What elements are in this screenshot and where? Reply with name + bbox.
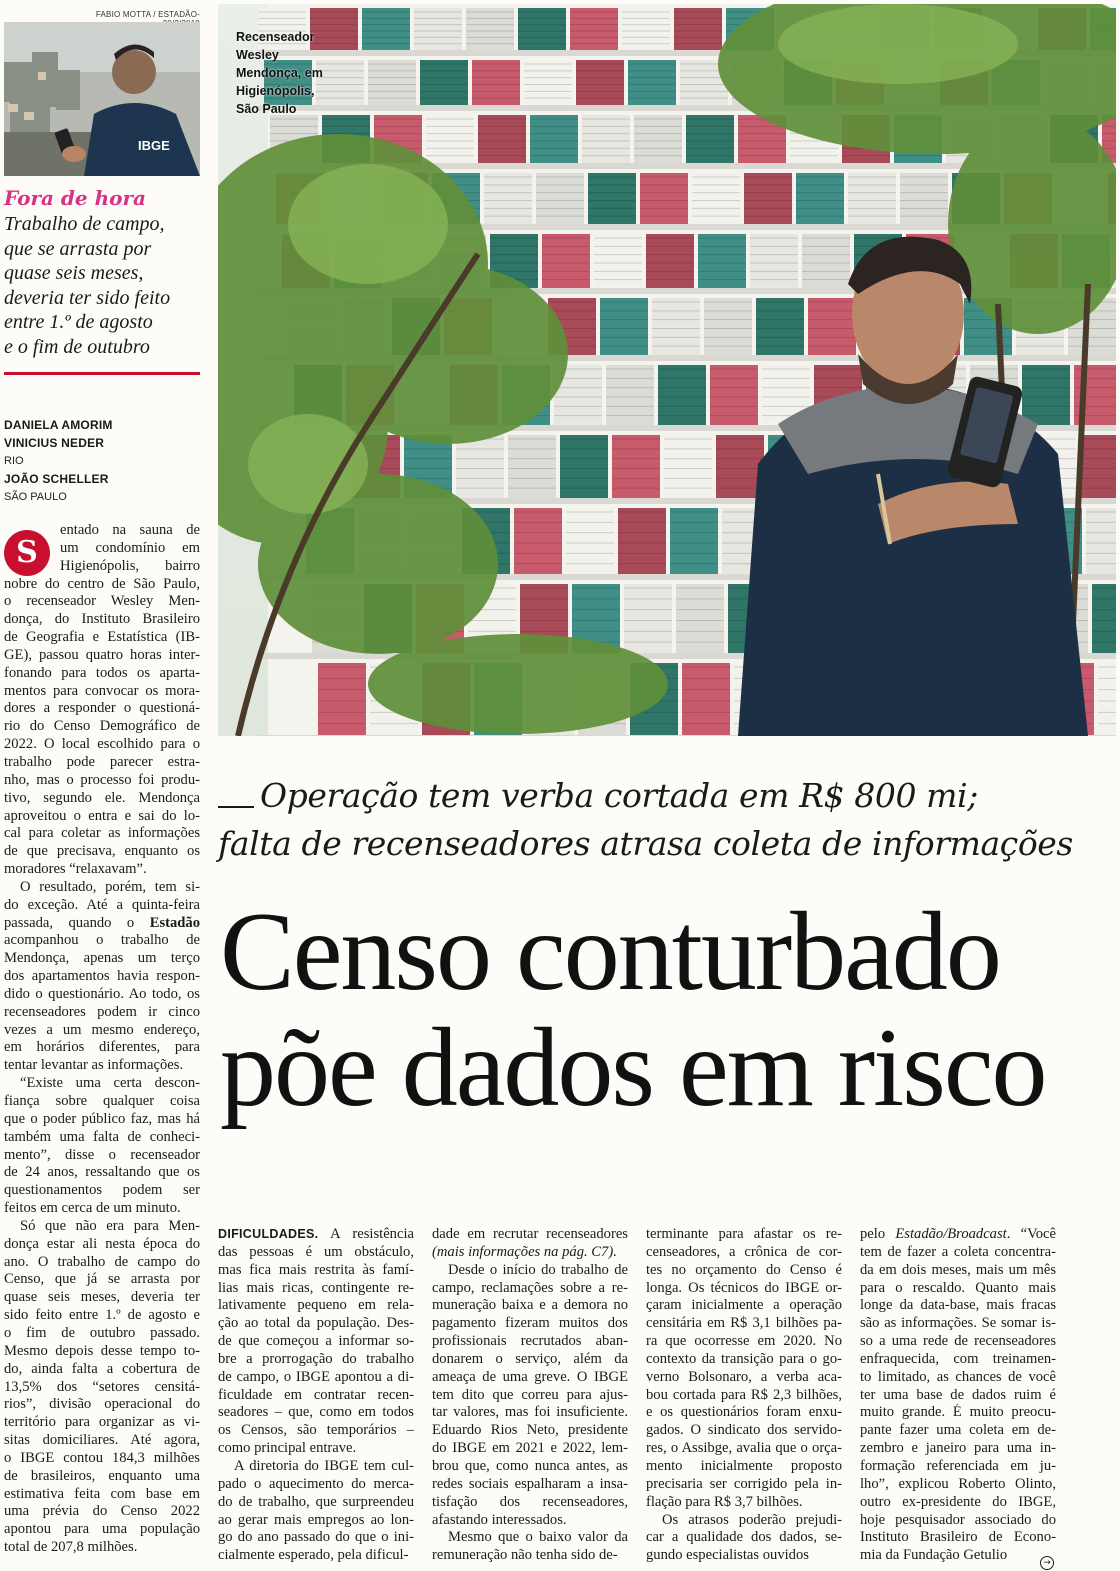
deck-line-1 (218, 772, 1116, 820)
body-line: também uma falta de conheci- (4, 1128, 200, 1145)
headline-line: põe dados em risco (220, 1006, 1046, 1130)
body-line: tentar levantar as informações. (4, 1057, 184, 1074)
body-line: moradores “relaxavam”. (4, 861, 147, 878)
body-line: ção ao total da população. Des- (218, 1315, 414, 1332)
thumb-photo-credit: FABIO MOTTA / ESTADÃO- (95, 10, 200, 19)
body-line: 13,5% dos “setores censitá- (4, 1378, 200, 1395)
sidebar-line: que se arrasta por (4, 237, 152, 260)
body-line: mento inicialmente proposto (646, 1457, 842, 1474)
headline-line: Censo conturbado (220, 890, 1000, 1014)
body-line: sido feito entre 1.º de agosto e (4, 1307, 200, 1324)
body-line: longe da data-base, mais fracas (860, 1297, 1056, 1314)
body-line: de campo, o IBGE apontou a di- (218, 1368, 414, 1385)
body-line: passada, quando o Estadão (4, 914, 200, 931)
body-line: mentos para convocar os mora- (4, 682, 200, 699)
body-line: GE), passou quatro horas inter- (4, 646, 200, 663)
body-line: Censo, que já se arrasta por (4, 1271, 200, 1288)
body-line: A diretoria do IBGE tem cul- (234, 1457, 414, 1474)
body-line: tes no orçamento do Censo é (646, 1261, 842, 1278)
sidebar-line: e o fim de outubro (4, 335, 150, 358)
caption-line: Wesley (236, 48, 279, 62)
body-line: cialmente esperado, pela dificul- (218, 1547, 409, 1564)
body-line: das pessoas é um obstáculo, (218, 1243, 414, 1260)
body-line: remuneração não tenha sido de- (432, 1547, 618, 1564)
byline-location: SÃO PAULO (4, 491, 67, 503)
body-line: dores a responder o questioná- (4, 700, 200, 717)
body-line: mas fica mais restrita às famí- (218, 1261, 414, 1278)
body-line: (mais informações na pág. C7). (432, 1243, 617, 1260)
body-line: vezes a um mesmo endereço, (4, 1021, 200, 1038)
body-line: os Censos, são temporários – (218, 1422, 414, 1439)
body-line: ameaça de uma greve. O IBGE (432, 1368, 628, 1385)
body-line: aproveitou o entra e sai do lo- (4, 807, 200, 824)
body-line: brou que, como nunca antes, as (432, 1457, 628, 1474)
sidebar-line: quase seis meses, (4, 262, 144, 284)
caption-line: Higienópolis, (236, 84, 315, 98)
body-line: ficuldade em contratar recen- (218, 1386, 414, 1403)
body-line: ter uma base de dados ruim é (860, 1386, 1056, 1403)
body-line: longa. Os técnicos do IBGE or- (646, 1279, 842, 1296)
body-line: flação para R$ 3,7 bilhões. (646, 1493, 803, 1510)
deck-line-text: Operação tem verba cortada em R$ 800 mi; (260, 776, 978, 815)
body-line: recenseadores podem ir cinco (4, 1003, 200, 1020)
body-line: em horários diferentes, para (4, 1039, 200, 1056)
body-line: de que precisava, enquanto os (4, 843, 200, 860)
body-line: muneração baixa e a demora no (432, 1297, 628, 1314)
sidebar-divider (4, 372, 200, 375)
byline-author: DANIELA AMORIM (4, 418, 113, 432)
body-line: redes sociais espalharam a insa- (432, 1475, 628, 1492)
publication-name: Estadão/Broadcast (895, 1226, 1007, 1242)
body-line: um condomínio em (60, 539, 200, 556)
body-line: de Geografia e Estatística (IB- (4, 629, 200, 646)
body-line: donça, do Instituto Brasileiro (4, 611, 200, 628)
body-line: nho, mas o processo foi produ- (4, 771, 200, 788)
body-line: lias mais ricas, contingente re- (218, 1279, 414, 1296)
body-line: Higienópolis, bairro (60, 557, 200, 574)
body-line: gados. O sindicato dos servido- (646, 1422, 842, 1439)
body-line: tivo, segundo ele. Mendonça (4, 789, 200, 806)
body-line: de que começou a informar so- (218, 1333, 414, 1350)
section-kicker: DIFICULDADES. (218, 1227, 319, 1241)
body-line (218, 1226, 414, 1244)
body-line: pado o aquecimento do merca- (218, 1475, 414, 1492)
body-line: “Existe uma certa descon- (20, 1075, 200, 1092)
body-line: do, ainda falta a cobertura de (4, 1360, 200, 1377)
body-line: que o poder público faz, mas há (4, 1110, 200, 1127)
body-column-left (4, 522, 200, 1557)
sidebar-line: Trabalho de campo, (4, 213, 165, 235)
body-line: bre a prorrogação do trabalho (218, 1350, 414, 1367)
body-column-3 (646, 1226, 842, 1565)
body-line: lho”, explicou Roberto Olinto, (860, 1475, 1056, 1492)
body-line: do exceção. Até a quinta-feira (4, 896, 200, 913)
body-line: o recenseador Wesley Men- (4, 593, 200, 610)
continue-arrow-icon: → (1040, 1556, 1054, 1570)
body-line: terminante para afastar os re- (646, 1226, 842, 1242)
body-line: são as informações. Se somar is- (860, 1315, 1056, 1332)
deck-line-2: falta de recenseadores atrasa coleta de informações (218, 824, 1073, 863)
body-line: o fim de outubro passado. (4, 1324, 200, 1341)
body-column-4 (860, 1226, 1056, 1571)
body-line: apontou para uma população (4, 1521, 200, 1538)
caption-line: São Paulo (236, 102, 297, 116)
sidebar-title: Fora de hora (4, 186, 146, 210)
body-line: ao gerar mais empregos ao lon- (218, 1511, 414, 1528)
body-line: contexto da transição para o go- (646, 1350, 842, 1367)
body-line: 2022. O local escolhido para o (4, 736, 200, 753)
body-line: enfraquecida, com treinamen- (860, 1350, 1056, 1367)
byline-author: JOÃO SCHELLER (4, 472, 109, 486)
bylines (4, 416, 204, 506)
body-line: campo, reclamações sobre a re- (432, 1279, 628, 1296)
body-line: Eduardo Rios Neto, presidente (432, 1422, 628, 1439)
body-line: verno Bolsonaro, a verba aca- (646, 1368, 842, 1385)
deck-rule (218, 806, 254, 808)
body-line: tar valores, mas foi insuficiente. (432, 1404, 628, 1421)
body-line: Mesmo que o baixo valor da (448, 1529, 628, 1546)
photo-caption (236, 28, 366, 118)
body-line: rio do Censo Demográfico de (4, 718, 200, 735)
body-line: fonando para todos os aparta- (4, 664, 200, 681)
body-line: fiança sobre qualquer coisa (4, 1093, 200, 1109)
body-line: hoje pesquisador associado do (860, 1511, 1056, 1528)
body-line: total de 207,8 milhões. (4, 1539, 138, 1556)
byline-author: VINICIUS NEDER (4, 436, 105, 450)
body-line: questionamentos podem ser (4, 1182, 200, 1199)
body-line: lativamente pequeno em rela- (218, 1297, 414, 1314)
body-line: trabalho pode parecer estra- (4, 753, 200, 770)
body-line: Desde o início do trabalho de (448, 1261, 628, 1278)
body-line: zembro e janeiro para uma in- (860, 1440, 1056, 1457)
body-line: ra que ocorresse em 2020. No (646, 1333, 842, 1350)
body-line: outro ex-presidente do IBGE, (860, 1493, 1056, 1510)
body-line: acompanhou o trabalho de (4, 932, 200, 949)
body-line: profissionais recrutados aban- (432, 1333, 628, 1350)
body-line: mia da Fundação Getulio (860, 1547, 1008, 1564)
sidebar-text (4, 212, 200, 359)
body-line: dido o questionário. Ao todo, os (4, 985, 200, 1002)
body-line: muito grande. É muito preocu- (860, 1404, 1056, 1421)
body-line: sitas domiciliares. Até agora, (4, 1432, 200, 1449)
body-line: de brasileiros, enquanto uma (4, 1467, 200, 1484)
body-line: so a uma rede de recenseadores (860, 1333, 1056, 1350)
body-line: precisaria ser corrigido pela in- (646, 1475, 842, 1492)
body-line: entado na sauna de (60, 522, 200, 538)
body-line: pelo Estadão/Broadcast. “Você (860, 1226, 1056, 1242)
headline (220, 890, 1116, 1130)
body-line: como principal entrave. (218, 1440, 357, 1457)
body-line: donça estar ali nesta época do (4, 1235, 200, 1252)
body-line: do IBGE em 2021 e 2022, lem- (432, 1440, 628, 1457)
body-line: mento”, disse o recenseador (4, 1146, 200, 1163)
body-line: pagamento fizeram muitos dos (432, 1315, 628, 1332)
body-line: afastando interessados. (432, 1511, 567, 1528)
body-line: Mendonça, apenas um terço (4, 950, 200, 967)
byline-location: RIO (4, 455, 24, 467)
body-line: cal para coletar as informações (4, 825, 200, 842)
body-line: Os atrasos poderão prejudi- (662, 1511, 842, 1528)
body-line: pante fazer uma coleta em de- (860, 1422, 1056, 1439)
body-line: do de trabalho, que surpreendeu (218, 1493, 414, 1510)
body-line: quase seis meses, deveria ter (4, 1289, 200, 1306)
body-line: Mesmo depois desse tempo to- (4, 1342, 200, 1359)
body-line: Só que não era para Men- (20, 1217, 200, 1234)
body-line: censeadores, a crônica de cor- (646, 1243, 842, 1260)
body-line: estimativa feita com base em (4, 1485, 200, 1502)
body-line: censitária em R$ 3,1 bilhões pa- (646, 1315, 842, 1332)
body-line: para o rescaldo. Quanto mais (860, 1279, 1056, 1296)
body-line: o IBGE contou 184,3 milhões (4, 1449, 200, 1466)
body-line: car a qualidade dos dados, se- (646, 1529, 842, 1546)
body-line: feitos em cerca de um minuto. (4, 1200, 181, 1217)
deck (218, 772, 1116, 868)
body-line: dade em recrutar recenseadores (432, 1226, 628, 1242)
body-line: tem dito que correu para ajus- (432, 1386, 628, 1403)
body-line: Instituto Brasileiro de Econo- (860, 1529, 1056, 1546)
body-line: de 24 anos, ressaltando que os (4, 1164, 200, 1181)
sidebar-line: deveria ter sido feito (4, 286, 171, 309)
sidebar-line: entre 1.º de agosto (4, 311, 153, 333)
body-line: tisfação dos recenseadores, (432, 1493, 628, 1510)
caption-line: Recenseador (236, 30, 315, 44)
body-line-text: A resistência (318, 1226, 414, 1242)
body-line: território para organizar as vi- (4, 1414, 200, 1431)
body-column-1 (218, 1226, 414, 1565)
body-line: ano. O trabalho de campo do (4, 1253, 200, 1270)
body-line: formação referenciada em ju- (860, 1457, 1056, 1474)
body-line: çaram inicialmente a operação (646, 1297, 842, 1314)
body-line: seadores – que, como em todos (218, 1404, 414, 1421)
body-line: nobre do centro de São Paulo, (4, 575, 200, 592)
body-line: to limitado, as chances de você (860, 1368, 1056, 1385)
body-line: e os questionários foram enxu- (646, 1404, 842, 1421)
dropcap: S (4, 530, 50, 576)
body-line: gundo especialistas ouvidos (646, 1547, 809, 1564)
vest-logo-text: IBGE (138, 138, 170, 153)
body-line: donarem o serviço, além da (432, 1350, 628, 1367)
body-line: uma prévia do Censo 2022 (4, 1503, 200, 1520)
body-line: go do ano passado do que o ini- (218, 1529, 414, 1546)
body-line: rios”, divisão operacional do (4, 1396, 200, 1413)
body-column-2 (432, 1226, 628, 1565)
thumbnail-photo (4, 22, 200, 176)
body-line: dos apartamentos havia respon- (4, 968, 200, 985)
body-line: bou cortada para R$ 2,3 bilhões, (646, 1386, 842, 1403)
caption-line: Mendonça, em (236, 66, 323, 80)
body-line: O resultado, porém, tem si- (20, 878, 200, 895)
newspaper-name: Estadão (149, 914, 200, 931)
body-line: tem de fazer a coleta concentra- (860, 1243, 1056, 1260)
body-line: res, o Assibge, avalia que o orça- (646, 1440, 842, 1457)
body-line: da em dois meses, mais um mês (860, 1261, 1056, 1278)
